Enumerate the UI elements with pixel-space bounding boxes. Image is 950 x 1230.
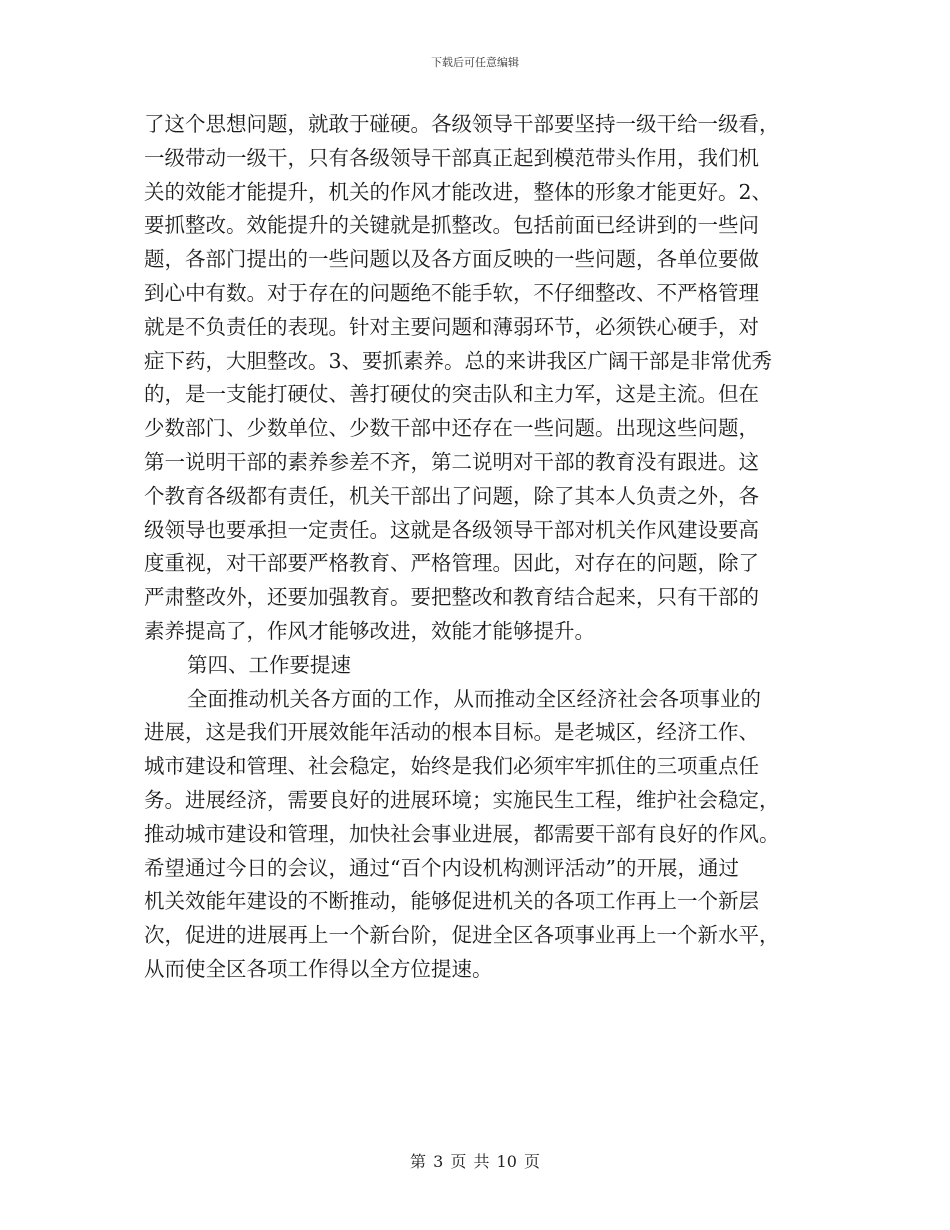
text-line: 机关效能年建设的不断推动，能够促进机关的各项工作再上一个新层	[144, 889, 759, 914]
text-line: 推动城市建设和管理，加快社会事业进展，都需要干部有良好的作风。	[144, 821, 780, 846]
text-line: 从而使全区各项工作得以全方位提速。	[144, 956, 493, 981]
document-body	[144, 108, 808, 987]
text-line: 一级带动一级干，只有各级领导干部真正起到模范带头作用，我们机	[144, 145, 759, 170]
text-line: 务。进展经济，需要良好的进展环境；实施民生工程，维护社会稳定，	[144, 787, 780, 812]
text-line: 了这个思想问题，就敢于碰硬。各级领导干部要坚持一级干给一级看，	[144, 112, 780, 136]
text-line: 少数部门、少数单位、少数干部中还存在一些问题。出现这些问题，	[144, 416, 759, 441]
text-line: 级领导也要承担一定责任。这就是各级领导干部对机关作风建设要高	[144, 517, 759, 542]
text-line: 题，各部门提出的一些问题以及各方面反映的一些问题，各单位要做	[144, 247, 759, 272]
page-header: 下载后可任意编辑	[431, 56, 519, 69]
page-number: 第 3 页 共 10 页	[410, 1152, 540, 1171]
text-line: 全面推动机关各方面的工作，从而推动全区经济社会各项事业的	[187, 686, 761, 711]
text-line: 严肃整改外，还要加强教育。要把整改和教育结合起来，只有干部的	[144, 585, 759, 610]
text-line: 次，促进的进展再上一个新台阶，促进全区各项事业再上一个新水平，	[144, 923, 780, 948]
text-line: 个教育各级都有责任，机关干部出了问题，除了其本人负责之外，各	[144, 483, 759, 508]
text-line: 的，是一支能打硬仗、善打硬仗的突击队和主力军，这是主流。但在	[144, 382, 759, 407]
text-line: 关的效能才能提升，机关的作风才能改进，整体的形象才能更好。2、	[144, 179, 773, 204]
text-line: 希望通过今日的会议，通过“百个内设机构测评活动”的开展，通过	[144, 855, 739, 880]
section-heading: 第四、工作要提速	[187, 652, 351, 677]
text-line: 就是不负责任的表现。针对主要问题和薄弱环节，必须铁心硬手，对	[144, 314, 759, 339]
text-line: 症下药，大胆整改。3、要抓素养。总的来讲我区广阔干部是非常优秀	[144, 348, 773, 373]
text-line: 到心中有数。对于存在的问题绝不能手软，不仔细整改、不严格管理	[144, 280, 759, 305]
text-line: 素养提高了，作风才能够改进，效能才能够提升。	[144, 618, 595, 643]
text-line: 要抓整改。效能提升的关键就是抓整改。包括前面已经讲到的一些问	[144, 213, 759, 238]
text-line: 城市建设和管理、社会稳定，始终是我们必须牢牢抓住的三项重点任	[144, 754, 759, 779]
text-line: 第一说明干部的素养参差不齐，第二说明对干部的教育没有跟进。这	[144, 449, 759, 474]
text-line: 进展，这是我们开展效能年活动的根本目标。是老城区，经济工作、	[144, 720, 759, 745]
text-line: 度重视，对干部要严格教育、严格管理。因此，对存在的问题，除了	[144, 551, 759, 576]
